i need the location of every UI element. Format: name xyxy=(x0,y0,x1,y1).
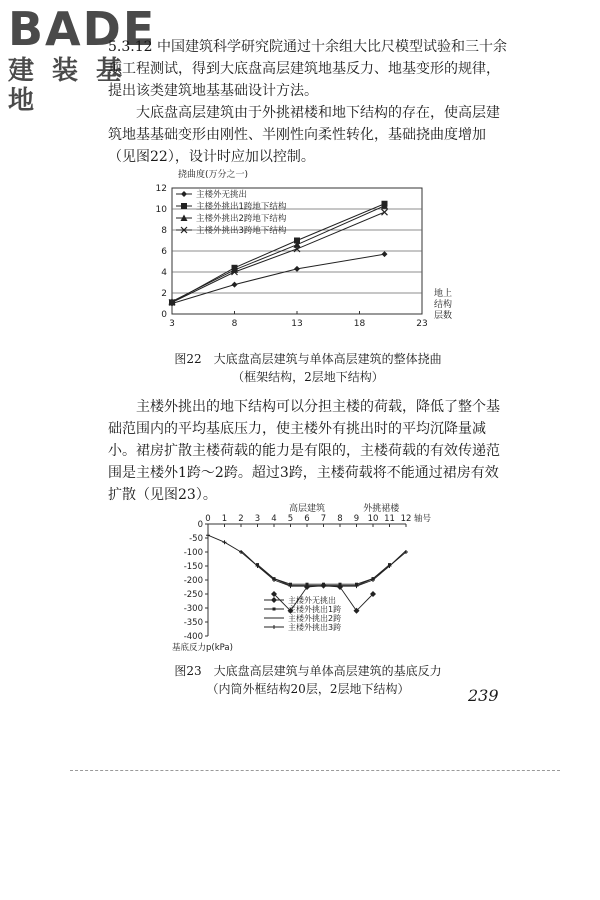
y-tick-label-0: 0 xyxy=(197,520,203,530)
x-tick-label-4: 23 xyxy=(416,319,428,329)
x-tick-label-2: 13 xyxy=(291,319,303,329)
y-tick-label-6: 12 xyxy=(155,184,167,194)
label-podium: 外挑裙楼 xyxy=(363,504,400,514)
legend-label-1: 主楼外挑出1跨 xyxy=(288,605,342,614)
legend-marker-0 xyxy=(181,191,187,197)
paragraph-raft-deflection: 大底盘高层建筑由于外挑裙楼和地下结构的存在，使高层建筑地基基础变形由刚性、半刚性向柔性转化，基础挠曲度增加（见图22），设计时应加以控制。 xyxy=(108,105,500,165)
y-tick-label-5: 10 xyxy=(155,205,167,215)
x-axis-title-part-1: 结构 xyxy=(434,300,453,310)
legend-label-3: 主楼外挑出3跨地下结构 xyxy=(196,226,287,236)
figure-23-caption-note: （内筒外框结构20层，2层地下结构） xyxy=(206,682,410,696)
legend-marker-0 xyxy=(271,597,277,603)
x-tick-label-3: 3 xyxy=(254,514,261,524)
y-axis-title: 基底反力p(kPa) xyxy=(172,643,233,653)
x-tick-label-2: 2 xyxy=(238,514,244,524)
x-tick-label-0: 0 xyxy=(205,514,211,524)
legend-label-1: 主楼外挑出1跨地下结构 xyxy=(196,202,287,212)
paragraph-5-3-12: 5.3.12 中国建筑科学研究院通过十余组大比尺模型试验和三十余项工程测试，得到大底盘高层建筑地基反力、地基变形的规律，提出该类建筑地基基础设计方法。 xyxy=(108,39,507,99)
logo-wordmark: BADE xyxy=(8,2,157,56)
y-tick-label-0: 0 xyxy=(161,310,167,320)
y-tick-label-4: 8 xyxy=(161,226,167,236)
paragraph-basement-load-sharing: 主楼外挑出的地下结构可以分担主楼的荷载，降低了整个基础范围内的平均基底压力，使主楼外有挑出时的平均沉降量减小。 xyxy=(108,399,500,459)
x-tick-label-10: 10 xyxy=(367,514,379,524)
series-0-point-1 xyxy=(232,282,238,288)
x-tick-label-3: 18 xyxy=(353,319,366,329)
series-line-0 xyxy=(172,254,385,303)
y-tick-label-1: -50 xyxy=(189,534,203,544)
y-axis-title: 挠曲度(万分之一) xyxy=(178,170,249,180)
legend-label-3: 主楼外挑出3跨 xyxy=(288,623,342,632)
x-tick-label-6: 6 xyxy=(304,514,310,524)
y-tick-label-4: -200 xyxy=(183,576,203,586)
legend-marker-1 xyxy=(181,203,187,209)
x-tick-label-5: 5 xyxy=(287,514,294,524)
x-tick-label-4: 4 xyxy=(271,514,277,524)
x-tick-label-8: 8 xyxy=(337,514,343,524)
paragraph-podium-diffusion: 裙房扩散主楼荷载的能力是有限的，主楼荷载的有效传递范围是主楼外1跨～2跨。超过3跨，主楼荷载将不能通过裙房有效扩散（见图23）。 xyxy=(108,443,500,503)
figure-23-caption-title: 图23 大底盘高层建筑与单体高层建筑的基底反力 xyxy=(174,664,442,678)
y-tick-label-3: 6 xyxy=(161,247,167,257)
y-tick-label-5: -250 xyxy=(183,590,203,600)
x-axis-title: 轴号 xyxy=(414,514,432,524)
y-tick-label-6: -300 xyxy=(183,604,203,614)
x-tick-label-12: 12 xyxy=(400,514,412,524)
y-tick-label-2: -100 xyxy=(183,548,203,558)
y-tick-label-7: -350 xyxy=(183,618,203,628)
figure-23-chart xyxy=(150,502,450,654)
figure-22-caption-note: （框架结构，2层地下结构） xyxy=(232,370,384,384)
legend-label-2: 主楼外挑出2跨地下结构 xyxy=(196,214,287,224)
series-line-3 xyxy=(208,535,406,586)
x-tick-label-0: 3 xyxy=(169,319,175,329)
series-3-point-0 xyxy=(206,533,210,537)
page-number: 239 xyxy=(468,686,499,705)
x-tick-label-1: 8 xyxy=(231,319,238,329)
figure-22-caption-title: 图22 大底盘高层建筑与单体高层建筑的整体挠曲 xyxy=(174,352,442,366)
figure-22-chart xyxy=(138,166,468,344)
x-axis-title-part-2: 层数 xyxy=(434,311,453,321)
y-tick-label-8: -400 xyxy=(183,632,203,642)
x-tick-label-11: 11 xyxy=(384,514,395,524)
y-tick-label-1: 2 xyxy=(161,289,167,299)
y-tick-label-3: -150 xyxy=(183,562,203,572)
logo-tagline: 建装基地 xyxy=(8,56,141,116)
label-high-rise: 高层建筑 xyxy=(288,504,326,514)
series-3-point-3 xyxy=(382,209,388,215)
series-0-point-3 xyxy=(382,251,388,257)
legend-marker-1 xyxy=(273,608,276,611)
x-axis-title-part-0: 地上 xyxy=(434,289,453,299)
legend-marker-3 xyxy=(272,625,276,629)
footer-divider xyxy=(70,770,560,771)
x-tick-label-1: 1 xyxy=(221,514,228,524)
legend-label-0: 主楼外无挑出 xyxy=(196,190,248,200)
series-0-point-2 xyxy=(294,266,300,272)
legend-label-0: 主楼外无挑出 xyxy=(288,596,336,605)
legend-label-2: 主楼外挑出2跨 xyxy=(288,614,342,623)
x-tick-label-9: 9 xyxy=(353,514,360,524)
series-line-2 xyxy=(241,551,406,586)
series-3-point-1 xyxy=(223,540,227,544)
y-tick-label-2: 4 xyxy=(161,268,167,278)
x-tick-label-7: 7 xyxy=(320,514,327,524)
